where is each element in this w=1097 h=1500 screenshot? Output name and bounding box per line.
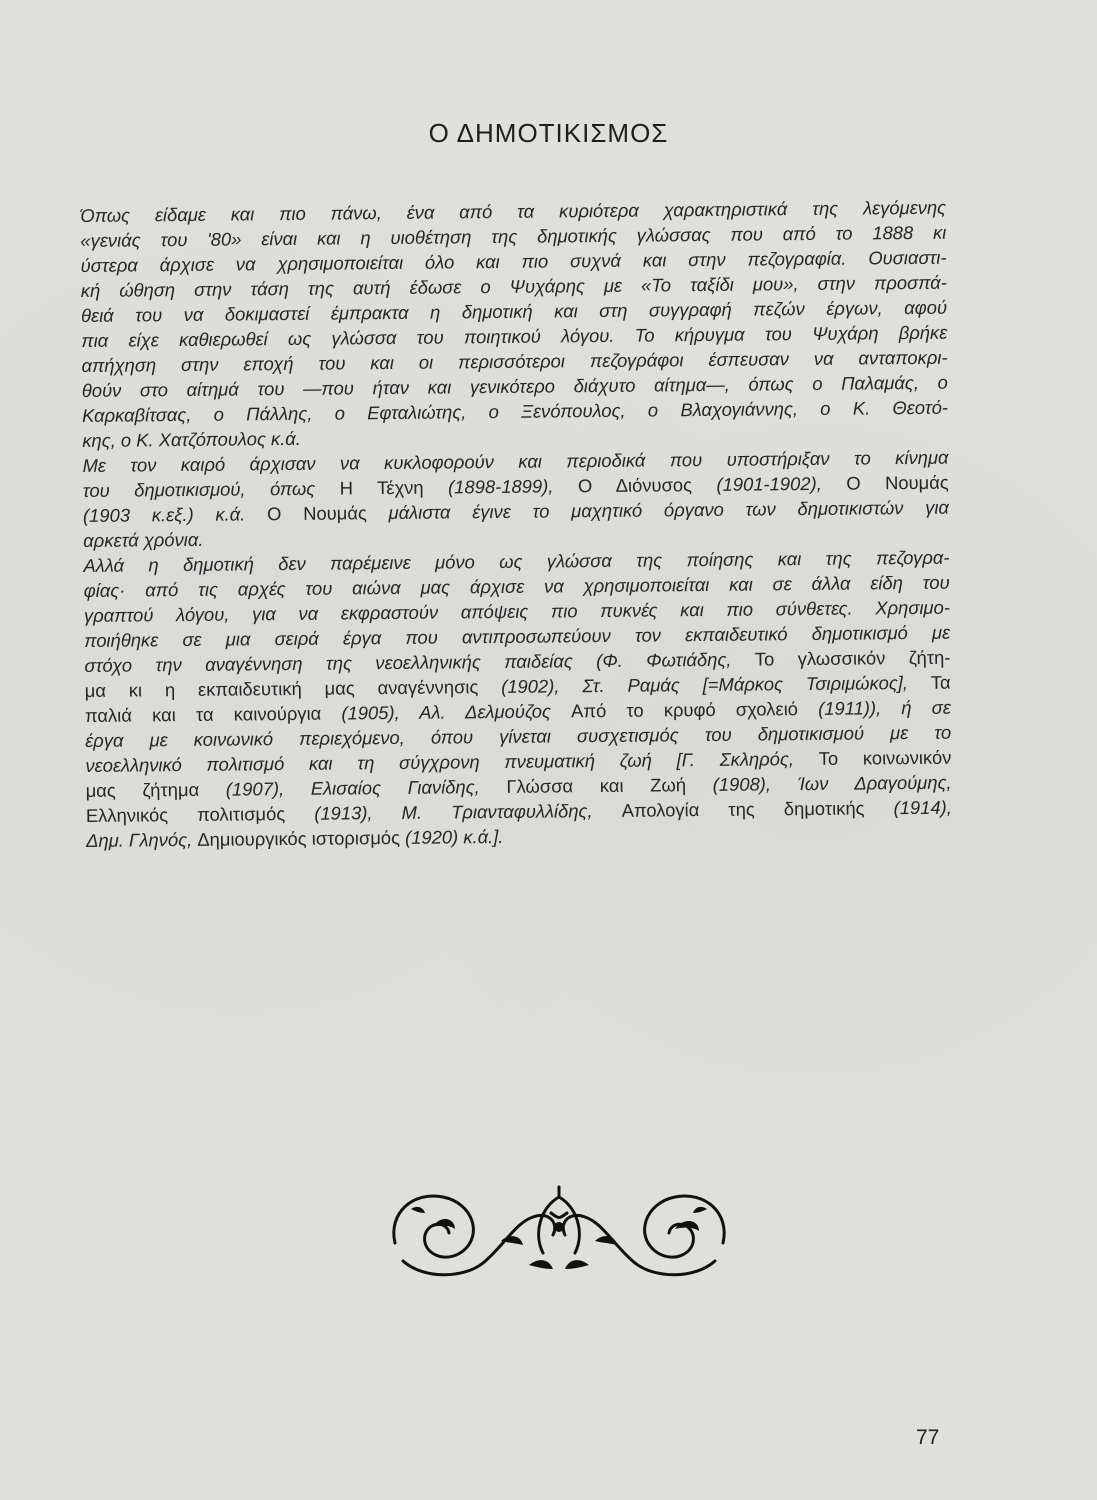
text-segment: Καρκαβίτσας, ο Πάλλης, ο Εφταλιώτης, ο Ξενόπουλος, ο Βλαχογιάννης, ο Κ. Θεοτό- xyxy=(81,396,949,426)
page-title: Ο ΔΗΜΟΤΙΚΙΣΜΟΣ xyxy=(428,118,669,148)
text-segment: Ο Νουμάς xyxy=(846,471,949,494)
text-segment: (1913), Μ. Τριανταφυλλίδης, xyxy=(285,799,622,825)
text-segment: Το γλωσσικόν ζήτη- xyxy=(754,646,951,670)
text-segment: Δημιουργικός ιστορισμός xyxy=(197,826,401,850)
text-segment: Απολογία της δημοτικής xyxy=(621,797,865,821)
text-segment: φίας· από τις αρχές του αιώνα μας άρχισε να χρησιμοποιείται και σε άλλα είδη του xyxy=(83,571,950,601)
body-text xyxy=(80,195,952,853)
text-segment: μάλιστα έγινε το μαχητικό όργανο των δημοτικιστών για xyxy=(366,496,950,524)
text-segment: Όπως είδαμε και πιο πάνω, ένα από τα κυριότερα χαρακτηριστικά της λεγόμενης xyxy=(80,196,947,226)
text-segment: του δημοτικισμού, όπως xyxy=(82,477,340,501)
text-segment: παλιά και τα καινούργια xyxy=(84,702,322,726)
text-segment: Ο Νουμάς xyxy=(266,502,367,525)
text-segment: Από το κρυφό σχολειό xyxy=(570,698,799,722)
text-segment: (1901-1902), xyxy=(691,472,847,496)
text-segment: (1920) κ.ά.]. xyxy=(399,825,504,848)
text-segment: έργα με κοινωνικό περιεχόμενο, όπου γίνεται συσχετισμός του δημοτικισμού με το xyxy=(85,721,952,751)
text-segment: Με τον καιρό άρχισαν να κυκλοφορούν και περιοδικά που υποστήριξαν το κίνημα xyxy=(82,446,949,476)
text-segment: Ελληνικός πολιτισμός xyxy=(85,803,286,826)
text-segment: Τα xyxy=(930,671,951,693)
text-segment: αρκετά χρόνια. xyxy=(83,528,204,551)
text-segment: (1911)), ή σε xyxy=(797,696,951,720)
text-segment: κή ώθηση στην τάση της αυτή έδωσε ο Ψυχάρης με «Το ταξίδι μου», στην προσπά- xyxy=(80,271,947,301)
text-segment: (1907), Ελισαίος Γιανίδης, xyxy=(199,775,507,800)
text-segment: (1908), Ίων Δραγούμης, xyxy=(685,771,952,796)
text-segment: Ο Διόνυσος xyxy=(577,474,693,497)
page-number: 77 xyxy=(916,1426,940,1449)
text-segment: πια είχε καθιερωθεί ως γλώσσα του ποιητικού λόγου. Το κήρυγμα του Ψυχάρη βρήκε xyxy=(81,321,948,351)
text-segment: (1898-1899), xyxy=(423,475,578,498)
text-segment: (1905), Αλ. Δελμούζος xyxy=(321,700,572,724)
text-segment: (1914), xyxy=(864,796,952,819)
floral-scroll-ornament-icon xyxy=(383,1183,736,1283)
text-segment: κης, ο Κ. Χατζόπουλος κ.ά. xyxy=(82,427,301,451)
text-segment: ποιήθηκε σε μια σειρά έργα που αντιπροσωπεύουν τον εκπαιδευτικό δημοτικισμό με xyxy=(84,621,951,651)
text-segment: Η Τέχνη xyxy=(339,476,424,499)
text-segment: στόχο την αναγέννηση της νεοελληνικής παιδείας (Φ. Φωτιάδης, xyxy=(84,648,755,676)
text-segment: (1903 κ.εξ.) κ.ά. xyxy=(82,503,268,526)
text-segment: Το κοινωνικόν xyxy=(818,746,952,769)
text-segment: απήχηση στην εποχή του και οι περισσότεροι πεζογράφοι έσπευσαν να ανταποκρι- xyxy=(81,346,948,376)
text-segment: Αλλά η δημοτική δεν παρέμεινε μόνο ως γλώσσα της ποίησης και της πεζογρα- xyxy=(83,546,950,576)
text-segment: (1902), Στ. Ραμάς [=Μάρκος Τσιριμώκος], xyxy=(478,671,931,698)
text-segment: θειά του να δοκιμαστεί έμπρακτα η δημοτική και στη συγγραφή πεζών έργων, αφού xyxy=(80,296,948,326)
text-segment: γραπτού λόγου, για να εκφραστούν απόψεις πιο πυκνές και πιο σύνθετες. Χρησιμο- xyxy=(83,596,951,626)
text-segment: μας ζήτημα xyxy=(85,778,200,801)
text-segment: θούν στο αίτημά του —που ήταν και γενικότερο διάχυτο αίτημα—, όπως ο Παλαμάς, ο xyxy=(81,371,948,401)
text-segment: «γενιάς του '80» είναι και η υιοθέτηση της δημοτικής γλώσσας που από το 1888 κι xyxy=(80,221,947,251)
text-segment: μα κι η εκπαιδευτική μας αναγέννησις xyxy=(84,676,479,701)
text-segment: ύστερα άρχισε να χρησιμοποιείται όλο και πιο συχνά και στην πεζογραφία. Ουσιαστι- xyxy=(80,246,947,276)
text-segment: Δημ. Γληνός, xyxy=(86,828,198,851)
text-segment: νεοελληνικό πολιτισμό και τη σύγχρονη πνευματική ζωή [Γ. Σκληρός, xyxy=(85,747,819,776)
text-segment: Γλώσσα και Ζωή xyxy=(506,774,687,797)
